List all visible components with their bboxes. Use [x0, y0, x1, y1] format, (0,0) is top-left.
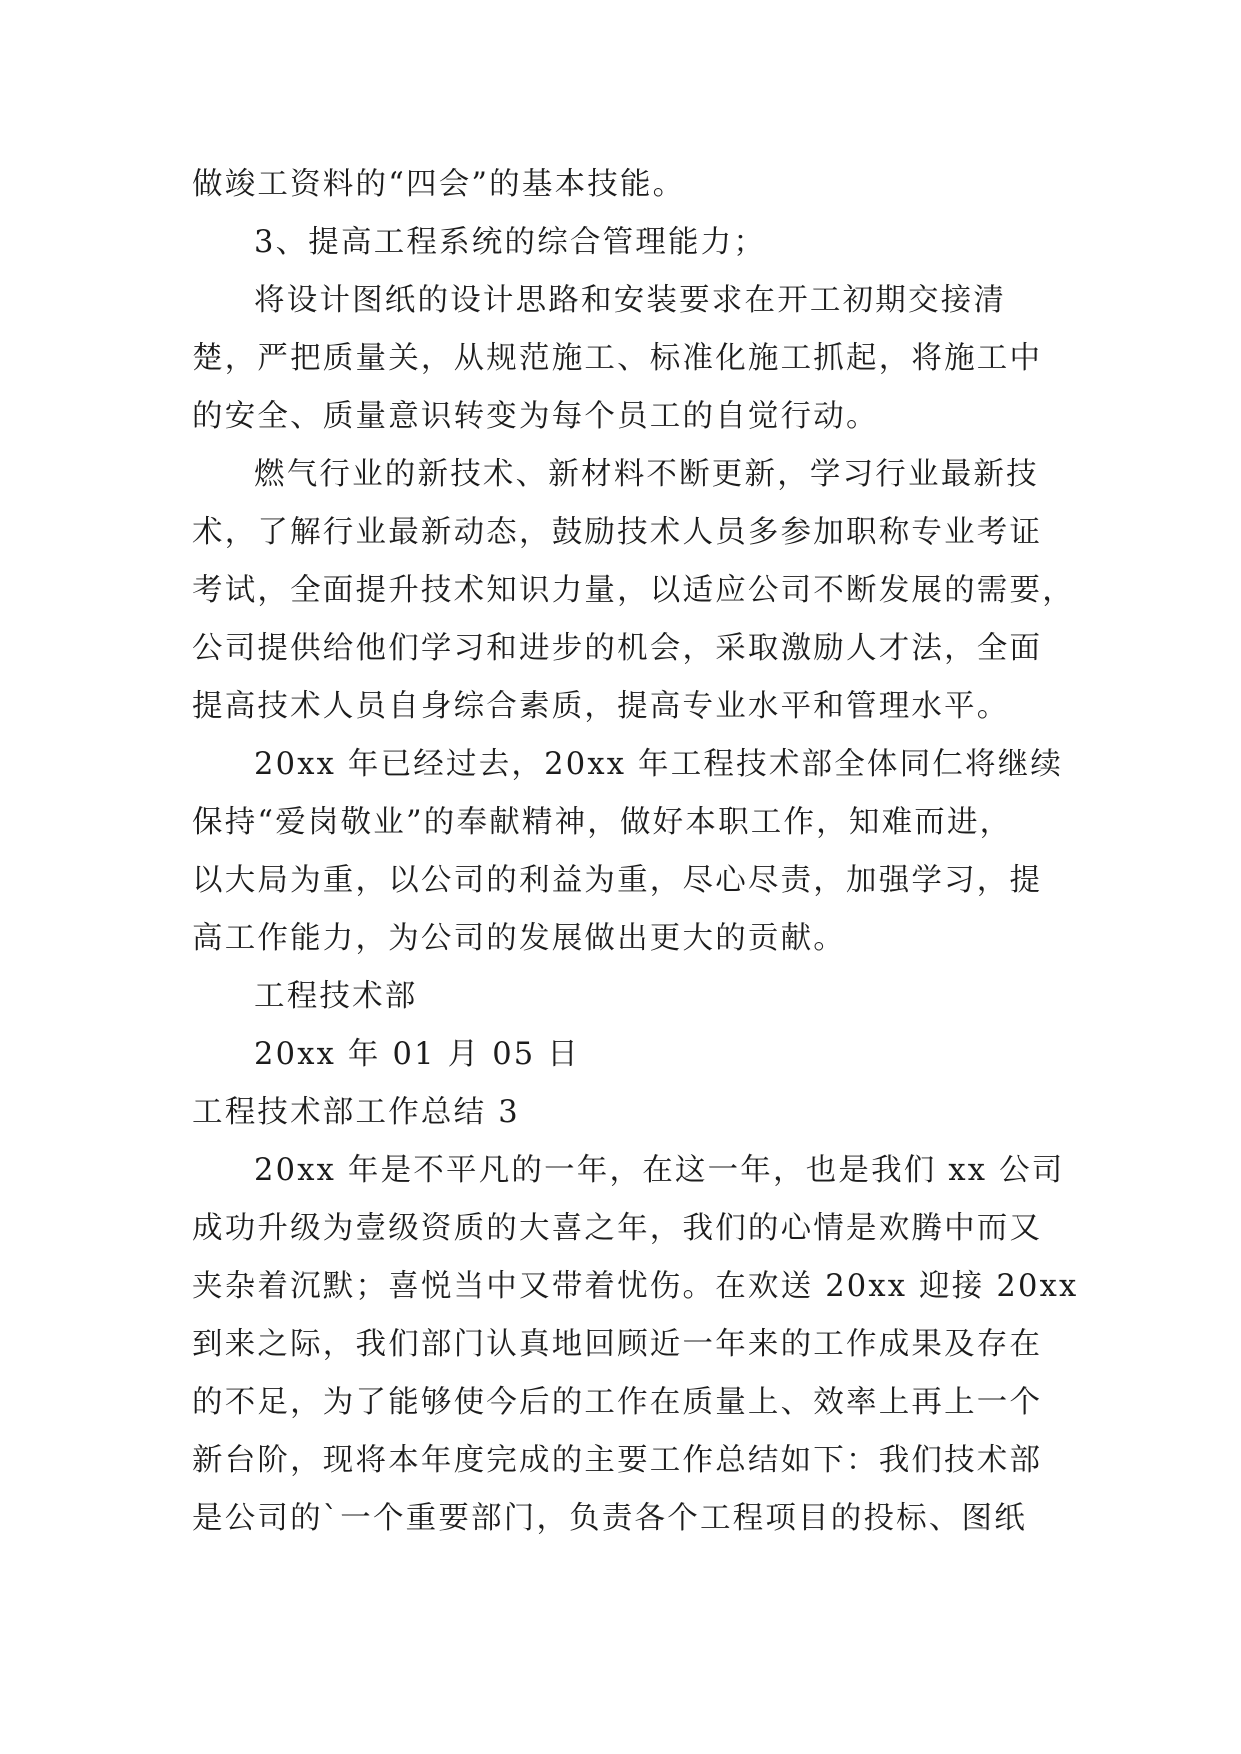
text-line: 夹杂着沉默；喜悦当中又带着忧伤。在欢送 20xx 迎接 20xx	[192, 1269, 1079, 1304]
text-line: 考试，全面提升技术知识力量，以适应公司不断发展的需要，	[192, 573, 1075, 608]
text-line: 的安全、质量意识转变为每个员工的自觉行动。	[192, 399, 879, 434]
text-line: 成功升级为壹级资质的大喜之年，我们的心情是欢腾中而又	[192, 1211, 1043, 1246]
text-line: 将设计图纸的设计思路和安装要求在开工初期交接清	[254, 283, 1007, 318]
text-line: 到来之际，我们部门认真地回顾近一年来的工作成果及存在	[192, 1327, 1043, 1362]
text-line: 保持“爱岗敬业”的奉献精神，做好本职工作，知难而进，	[192, 805, 1013, 840]
signature-date: 20xx 年 01 月 05 日	[254, 1037, 581, 1072]
text-line: 20xx 年已经过去，20xx 年工程技术部全体同仁将继续	[254, 747, 1064, 782]
signature-department: 工程技术部	[254, 979, 418, 1014]
text-line: 术，了解行业最新动态，鼓励技术人员多参加职称专业考证	[192, 515, 1043, 550]
text-line: 高工作能力，为公司的发展做出更大的贡献。	[192, 921, 846, 956]
text-line: 做竣工资料的“四会”的基本技能。	[192, 167, 686, 202]
text-line: 以大局为重，以公司的利益为重，尽心尽责，加强学习，提	[192, 863, 1043, 898]
text-line: 3、提高工程系统的综合管理能力；	[254, 225, 767, 260]
text-line: 的不足，为了能够使今后的工作在质量上、效率上再上一个	[192, 1385, 1043, 1420]
section-title: 工程技术部工作总结 3	[192, 1095, 520, 1130]
text-line: 燃气行业的新技术、新材料不断更新，学习行业最新技	[254, 457, 1039, 492]
document-body	[192, 156, 1079, 1548]
text-line: 是公司的`一个重要部门，负责各个工程项目的投标、图纸	[192, 1501, 1027, 1536]
text-line: 公司提供给他们学习和进步的机会，采取激励人才法，全面	[192, 631, 1043, 666]
text-line: 提高技术人员自身综合素质，提高专业水平和管理水平。	[192, 689, 1010, 724]
text-line: 楚，严把质量关，从规范施工、标准化施工抓起，将施工中	[192, 341, 1043, 376]
text-line: 新台阶，现将本年度完成的主要工作总结如下：我们技术部	[192, 1443, 1043, 1478]
text-line: 20xx 年是不平凡的一年，在这一年，也是我们 xx 公司	[254, 1153, 1065, 1188]
